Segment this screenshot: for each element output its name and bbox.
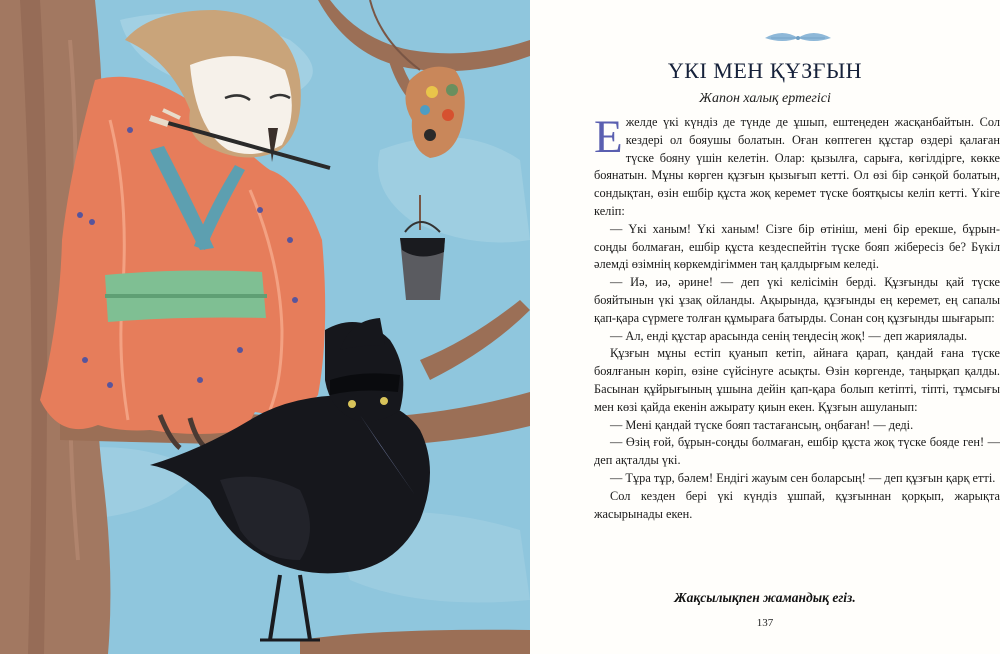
paragraph: Құзғын мұны естіп қуанып кетіп, айнаға қарап, қандай ғана түске боялғанын көріп, өзіне сүйсінуге асықты. Өзін көргенде, таңырқап қалды. Басынан құйрығының ұшына дейін қап-қара болып кетіпті, тіпті, тұмсығы мен көзі қайда екенін ажырату қиын екен. Құзғын ашуланып:: [594, 346, 1000, 414]
paragraph: — Мені қандай түске бояп тастағансың, оңбаған! — деді.: [610, 417, 914, 432]
paragraph: [594, 111, 1000, 221]
paragraph-text: желде үкі күндіз де түнде де ұшып, ештеңеден жасқанбайтын. Сол кездері ол бояушы болатын. Оған көптеген құстар өздері қалаған түске бояну үшін келетін. Олар: қызылға, сарыға, көгілдірге, көкке боянатын. Мұны көрген құзғын қызығып кетті. Ол өзі бір сәнқой болатын, сондықтан, өзін ешбір құста жоқ керемет түске боятқысы келіп кетті. Үкіге келіп:: [594, 115, 1000, 218]
paragraph: — Иә, иә, әрине! — деп үкі келісімін берді. Құзғынды қай түске бояйтынын үкі ұзақ ойланды. Ақырында, құзғынды ең керемет, ең сапалы қап-қара сүрмеге толған құмыраға батырды. Сонан соң құзғынды шығарып:: [594, 275, 1000, 325]
story-subtitle: Жапон халық ертегісі: [699, 91, 831, 106]
story-body: [594, 111, 1000, 523]
story-moral: Жақсылықпен жамандық егіз.: [674, 590, 856, 605]
paragraph: Сол кезден бері үкі күндіз ұшпай, құзғыннан қорқып, жарықта жасырынады екен.: [594, 488, 1000, 521]
page-number: 137: [756, 617, 774, 629]
paragraph: — Үкі ханым! Үкі ханым! Сізге бір өтініш, мені бір ерекше, бұрын-соңды болмаған, ешбір құста кездеспейтін түске бояп жібересіз бе? Бүкіл әлемді өзімнің көркемдігіммен таң қалдырғым келеді.: [594, 221, 1000, 272]
drop-cap: Е: [594, 111, 623, 163]
paragraph: — Тұра тұр, бәлем! Ендігі жауым сен боларсың! — деп құзғын қарқ етті.: [610, 470, 996, 485]
paragraph: — Өзің ғой, бұрын-соңды болмаған, ешбір құста жоқ түске бояде ген! — деп ақталды үкі.: [594, 435, 1000, 468]
paragraph: — Ал, енді құстар арасында сенің теңдесің жоқ! — деп жариялады.: [610, 328, 968, 343]
text-page: [530, 0, 1000, 654]
leaf-ornament-icon: [763, 30, 833, 46]
story-title: ҮКІ МЕН ҚҰЗҒЫН: [667, 58, 863, 83]
